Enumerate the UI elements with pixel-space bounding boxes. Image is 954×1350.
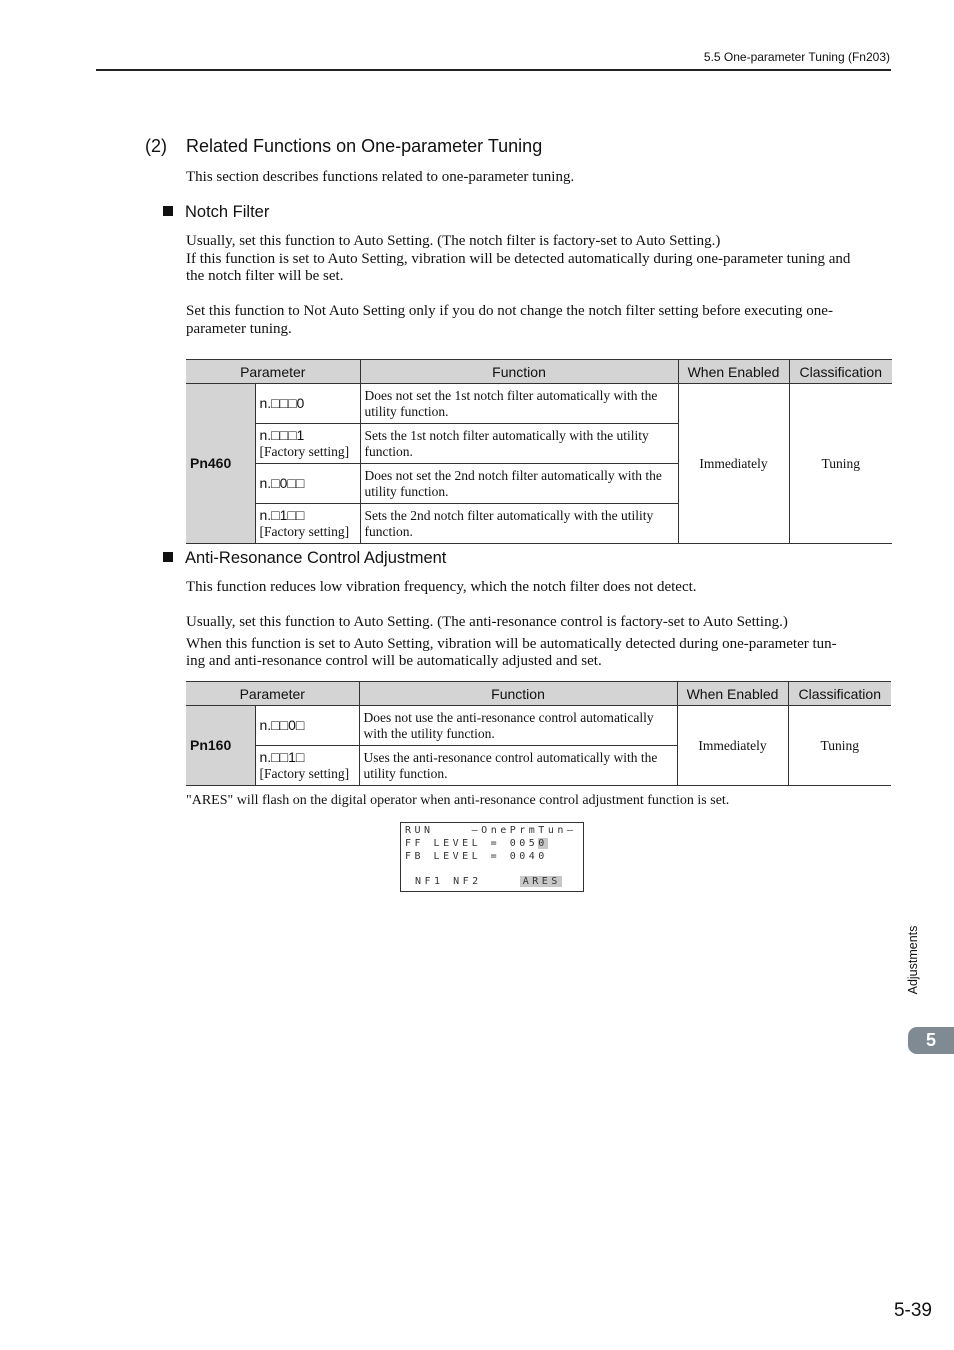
notch-filter-heading — [163, 203, 269, 222]
factory-setting-note: [Factory setting] — [259, 523, 350, 539]
header-classification: Classification — [789, 360, 892, 384]
display-line-3: FB LEVEL = 0040 — [405, 851, 548, 862]
digital-operator-display — [400, 822, 584, 892]
function-cell: Sets the 2nd notch filter automatically with the utility function. — [360, 504, 678, 544]
ares-note: "ARES" will flash on the digital operator when anti-resonance control adjustment function is set. — [186, 793, 730, 808]
ares-para2-line2: When this function is set to Auto Setting, vibration will be automatically detected during one-parameter tun- — [186, 635, 837, 652]
header-when-enabled: When Enabled — [678, 360, 789, 384]
function-cell: Does not set the 1st notch filter automatically with the utility function. — [360, 384, 678, 424]
notch-para1-line3: the notch filter will be set. — [186, 268, 344, 284]
side-tab-text: Adjustments — [906, 925, 920, 995]
side-tab-label — [905, 915, 921, 1005]
header-classification: Classification — [788, 682, 891, 706]
running-header: 5.5 One-parameter Tuning (Fn203) — [703, 50, 890, 64]
display-ares-indicator: ARES — [520, 876, 562, 887]
section-intro: This section describes functions related to one-parameter tuning. — [186, 169, 575, 185]
anti-resonance-table — [186, 681, 891, 786]
setting-code: n.□□□0 — [259, 394, 305, 411]
bullet-square-icon — [163, 206, 173, 216]
header-when-enabled: When Enabled — [677, 682, 788, 706]
bullet-square-icon — [163, 552, 173, 562]
notch-para2-line1: Set this function to Not Auto Setting only if you do not change the notch filter setting before executing one- — [186, 303, 833, 319]
anti-resonance-title: Anti-Resonance Control Adjustment — [185, 549, 447, 567]
section-number: (2) — [145, 136, 167, 156]
setting-code: n.□1□□ — [259, 507, 305, 523]
table-header-row — [186, 682, 891, 706]
setting-cell — [255, 384, 360, 424]
when-enabled-cell: Immediately — [678, 384, 789, 544]
setting-code: n.□□1□ — [259, 749, 305, 765]
header-parameter: Parameter — [186, 682, 359, 706]
display-line-2 — [405, 838, 548, 849]
display-line-4 — [415, 876, 562, 887]
header-rule — [96, 69, 891, 71]
function-cell: Does not set the 2nd notch filter automatically with the utility function. — [360, 464, 678, 504]
parameter-number: Pn160 — [186, 706, 255, 786]
header-function: Function — [359, 682, 677, 706]
table-header-row — [186, 360, 892, 384]
classification-cell: Tuning — [789, 384, 892, 544]
chapter-tab: 5 — [908, 1027, 954, 1054]
setting-code: n.□0□□ — [259, 474, 305, 491]
anti-resonance-paragraph-2 — [186, 614, 891, 671]
setting-cell — [255, 464, 360, 504]
page-number: 5-39 — [893, 1300, 932, 1321]
notch-para1-line2: If this function is set to Auto Setting, vibration will be detected automatically during one-parameter tuning and — [186, 250, 851, 267]
setting-cell — [255, 746, 359, 786]
setting-code: n.□□□1 — [259, 427, 305, 443]
notch-para1-line1: Usually, set this function to Auto Setting. (The notch filter is factory-set to Auto Setting.) — [186, 233, 721, 249]
classification-cell: Tuning — [788, 706, 891, 786]
table-row — [186, 384, 892, 424]
notch-filter-table — [186, 359, 892, 544]
notch-paragraph-1 — [186, 233, 891, 286]
header-parameter: Parameter — [186, 360, 360, 384]
display-mode: —OnePrmTun— — [471, 825, 577, 836]
factory-setting-note: [Factory setting] — [259, 443, 350, 459]
notch-paragraph-2 — [186, 303, 891, 338]
ares-para2-line1: Usually, set this function to Auto Setting. (The anti-resonance control is factory-set to Auto Setting.) — [186, 614, 788, 630]
function-cell: Sets the 1st notch filter automatically with the utility function. — [360, 424, 678, 464]
setting-cell — [255, 706, 359, 746]
display-ff-level: FF LEVEL = 005 — [405, 838, 539, 849]
display-status: RUN — [405, 825, 434, 836]
when-enabled-cell: Immediately — [677, 706, 788, 786]
anti-resonance-paragraph-1: This function reduces low vibration frequency, which the notch filter does not detect. — [186, 579, 697, 595]
function-cell: Uses the anti-resonance control automatically with the utility function. — [359, 746, 677, 786]
display-line-1 — [405, 825, 576, 836]
display-notch-indicators: NF1 NF2 — [415, 876, 482, 887]
notch-filter-title: Notch Filter — [185, 203, 270, 221]
header-function: Function — [360, 360, 678, 384]
anti-resonance-heading — [163, 549, 446, 568]
ares-para2-line3: ing and anti-resonance control will be automatically adjusted and set. — [186, 653, 602, 669]
function-cell: Does not use the anti-resonance control automatically with the utility function. — [359, 706, 677, 746]
notch-para2-line2: parameter tuning. — [186, 320, 292, 337]
section-title: Related Functions on One-parameter Tuning — [186, 136, 543, 156]
setting-cell — [255, 504, 360, 544]
table-row — [186, 706, 891, 746]
parameter-number: Pn460 — [186, 384, 255, 544]
display-cursor: 0 — [538, 838, 548, 849]
setting-cell — [255, 424, 360, 464]
section-heading — [145, 136, 542, 157]
factory-setting-note: [Factory setting] — [259, 765, 350, 781]
setting-code: n.□□0□ — [259, 716, 305, 733]
